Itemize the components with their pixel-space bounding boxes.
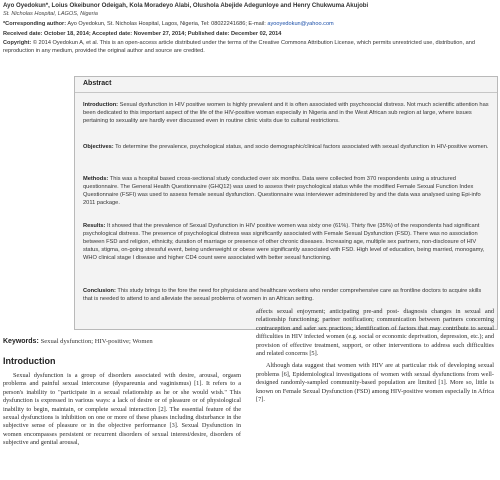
intro-paragraph-2: Although data suggest that women with HIV are at particular risk of developing sexual problems [6], Epidemiological investigations of women with sexual dysfunctions from well-designed randomly-sampled community-based population are limited [1]. More so, little is known on Female Sexual Dysfunction (FSD) among HIV-positive women especially in Africa [7].	[256, 362, 494, 404]
copyright-text: © 2014 Oyedokun A, et al. This is an open-access article distributed under the terms of the Creative Commons Attribution License, which permits unrestricted use, distribution, and reproduction in any medium, provided the original author and source are credited.	[3, 40, 475, 54]
abstract-methods-label: Methods:	[83, 176, 109, 182]
abstract-introduction-text: Sexual dysfunction in HIV positive women is highly prevalent and it is often associated with psychosocial distress. Not much scientific attention has been dedicated to this important aspect of the life of the HIV-positive woman especially in Nigeria and in the West African sub region at large, where issues pertaining to sexuality are hardly ever discussed even in routine clinic visits due to cultural restrictions.	[83, 102, 489, 124]
affiliation: St. Nicholas Hospital, LAGOS, Nigeria	[3, 11, 98, 17]
abstract-title: Abstract	[75, 77, 497, 93]
abstract-methods-text: This was a hospital based cross-sectional study conducted over six months. Data were collected from 370 respondents using a structured questionnaire. The General Health Questionnaire (GHQ12) was used to assess their psychological status while the modified Female Sexual Function Index Questionnaire (FSFI) was used to assess female sexual dysfunction. Questionnaire was interviewer administered by and the data was analysed using Epi-info 2011 package.	[83, 176, 481, 206]
copyright-label: Copyright:	[3, 40, 32, 46]
body-column-right	[256, 308, 494, 480]
keywords-label: Keywords:	[3, 338, 39, 345]
abstract-conclusion-text: This study brings to the fore the need for physicians and healthcare workers who render comprehensive care as frontline doctors to acquire skills that is needed to attend to and alleviate the sexual problems of women in an African setting.	[83, 288, 482, 302]
corresponding-email-link[interactable]: ayooyedokun@yahoo.com	[267, 21, 334, 27]
abstract-results-text: It showed that the prevalence of Sexual Dysfunction in HIV positive women was sixty one (61%). Thirty five (35%) of the respondents had significant psychological distress. The presence of psychological distress was significantly associated with Female Sexual Dysfunction (FSD). There was no association between FSD and religion, ethnicity, duration of marriage or presence of other chronic diseases. Increasing age, multiple sex partners, non-disclosure of HIV status, stigma, on-going stressful event, being underweight or obese were significantly associated with FSD. High level of education, being married, monogamy, WHO clinical stage I disease and higher CD4 count were associated with better sexual functioning.	[83, 223, 485, 261]
abstract-introduction-label: Introduction:	[83, 102, 119, 108]
abstract-results	[83, 222, 491, 262]
abstract-objectives-label: Objectives:	[83, 144, 114, 150]
abstract-conclusion	[83, 287, 491, 303]
abstract-conclusion-label: Conclusion:	[83, 288, 116, 294]
abstract-objectives-text: To determine the prevalence, psychological status, and socio demographic/clinical factors associated with sexual dysfunction in HIV-positive women.	[115, 144, 489, 150]
corresponding-label: *Corresponding author:	[3, 21, 67, 27]
abstract-results-label: Results:	[83, 223, 106, 229]
abstract-introduction	[83, 101, 491, 125]
abstract-box	[74, 76, 498, 330]
corresponding-text: Ayo Oyedokun, St. Nicholas Hospital, Lagos, Nigeria, Tel: 08022241686; E-mail:	[67, 21, 266, 27]
introduction-heading: Introduction	[3, 356, 56, 366]
publication-dates: Received date: October 18, 2014; Accepted date: November 27, 2014; Published date: December 02, 2014	[3, 31, 282, 37]
author-list: Ayo Oyedokun*, Loius Okeibunor Odeigah, Kola Moradeyo Alabi, Olushola Abejide Adegunloye and Henry Chukwuma Akujobi	[3, 2, 369, 9]
abstract-objectives	[83, 143, 491, 151]
copyright-notice	[3, 40, 497, 55]
intro-paragraph-continued: affects sexual enjoyment; anticipating pre-and post- diagnosis changes in sexual and relationship functioning; partner notification; communication between partners concerning contraception and safer sex practices; identification of factors that may contribute to sexual difficulties in HIV infected women (e.g. social or economic deprivation, depression, etc.); and provision of effective treatment, support, or other interventions to address such difficulties and related concerns [5].	[256, 308, 494, 358]
intro-paragraph-1: Sexual dysfunction is a group of disorders associated with desire, arousal, orgasm problems and painful sexual intercourse (dyspareunia and vaginismus) [1]. It refers to a person's inability to "participate in a sexual relationship as he or she would wish." This dysfunction is expressed in various ways: a lack of desire or of pleasure or of physiological inability to begin, maintain, or complete sexual interaction [2]. The essential feature of the sexual dysfunctions is inhibition on one or more of these phases including disturbance in the subjective sense of pleasure or in the objective performance [3]. Sexual Dysfunction in women encompasses persistent or recurrent disorders of sexual interest/desire, disorders of subjective and genital arousal,	[3, 372, 241, 447]
abstract-methods	[83, 175, 491, 207]
keywords-value: Sexual dysfunction; HIV-positive; Women	[40, 338, 153, 345]
body-column-left	[3, 372, 241, 480]
corresponding-author	[3, 21, 497, 29]
